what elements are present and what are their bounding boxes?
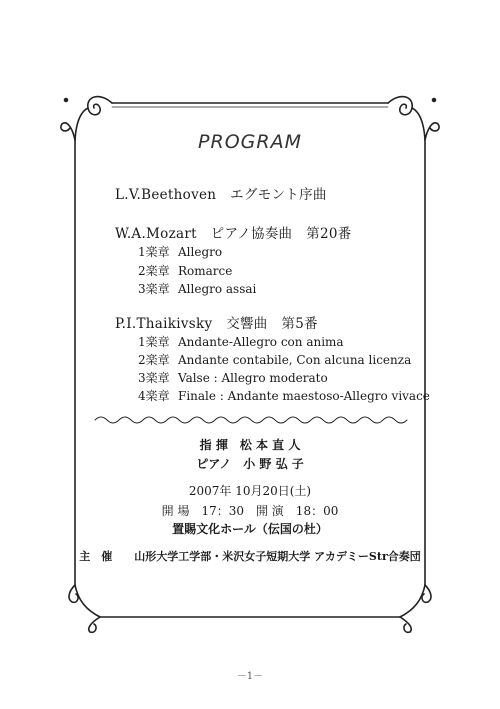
movement-number: 3楽章: [138, 282, 170, 296]
movement-number: 2楽章: [138, 353, 170, 367]
concert-times: 開 場 17：30 開 演 18：00: [161, 504, 339, 518]
conductor: 指 揮 松 本 直 人: [199, 438, 301, 452]
piece-mozart: W.A.Mozart ピアノ協奏曲 第20番: [115, 226, 352, 242]
piece-tchaikovsky: P.I.Thaikivsky 交響曲 第5番: [115, 316, 318, 332]
pianist: ピアノ 小 野 弘 子: [196, 457, 304, 471]
movement-item: [138, 243, 222, 260]
venue: 置賜文化ホール（伝国の杜）: [172, 522, 328, 536]
program-title: PROGRAM: [198, 131, 302, 153]
page-number: －1－: [236, 671, 264, 682]
movement-title: Allegro: [178, 245, 223, 259]
movement-title: Allegro assai: [178, 282, 257, 296]
movement-number: 3楽章: [138, 371, 170, 385]
movement-item: [138, 333, 344, 350]
movement-title: Finale : Andante maestoso-Allegro vivace: [178, 389, 430, 403]
movement-number: 1楽章: [138, 245, 170, 259]
movement-title: Romarce: [178, 264, 233, 278]
piece-beethoven: L.V.Beethoven エグモント序曲: [115, 187, 327, 203]
sponsor-line: 主 催 山形大学工学部・米沢女子短期大学 アカデミーStr合奏団: [79, 550, 421, 563]
movement-item: [138, 262, 232, 279]
movement-item: [138, 351, 411, 368]
concert-date: 2007年 10月20日(土): [188, 484, 312, 498]
movement-title: Andante-Allegro con anima: [178, 335, 344, 349]
movement-number: 2楽章: [138, 264, 170, 278]
movement-number: 1楽章: [138, 335, 170, 349]
movement-item: [138, 280, 256, 297]
movement-title: Andante contabile, Con alcuna licenza: [178, 353, 412, 367]
movement-number: 4楽章: [138, 389, 170, 403]
movement-item: [138, 387, 430, 404]
movement-item: [138, 369, 328, 386]
movement-title: Valse : Allegro moderato: [178, 371, 328, 385]
